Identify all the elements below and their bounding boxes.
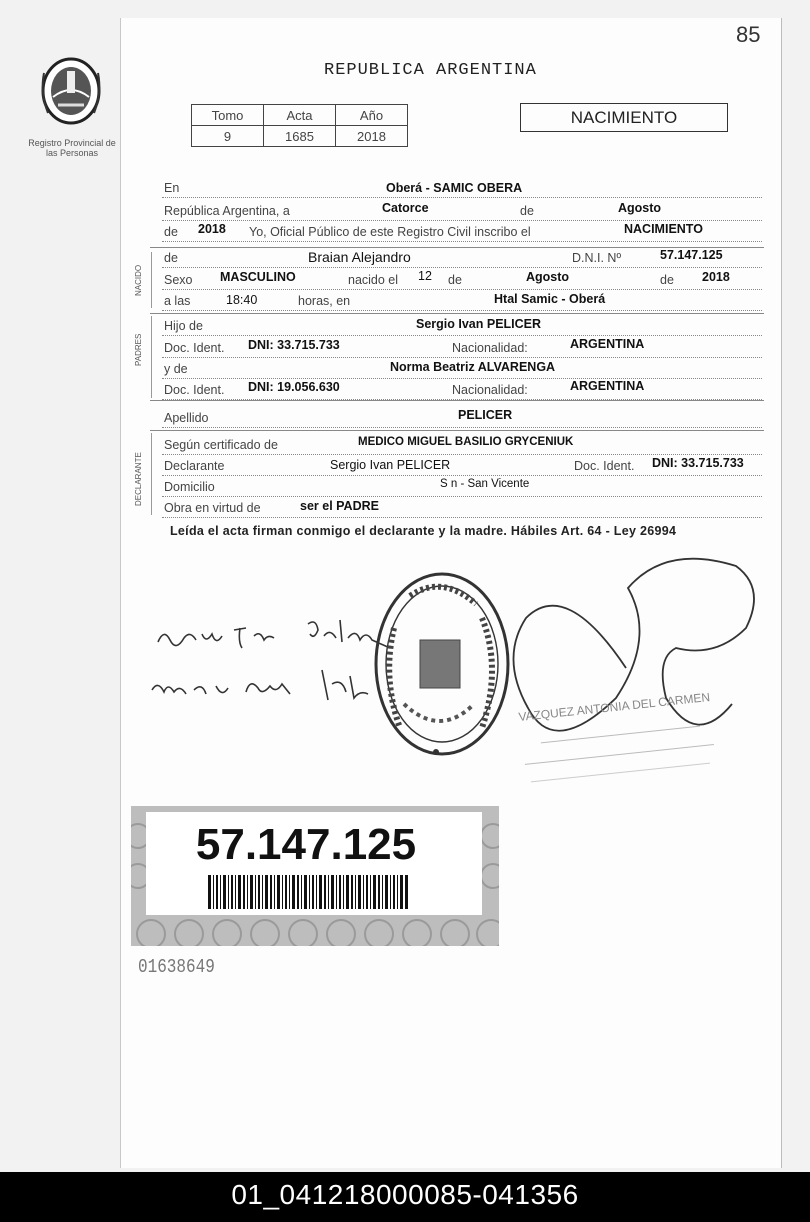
barcode-icon bbox=[208, 875, 408, 909]
mother-nat-label: Nacionalidad: bbox=[452, 383, 528, 397]
line-acts-as bbox=[162, 496, 762, 518]
de-label: de bbox=[520, 204, 534, 218]
father-doc-label: Doc. Ident. bbox=[164, 341, 225, 355]
section-divider bbox=[150, 430, 764, 431]
child-de-label: de bbox=[164, 251, 178, 265]
register-header-tomo: Tomo bbox=[192, 105, 264, 126]
child-sex: MASCULINO bbox=[220, 270, 296, 284]
line-surname bbox=[162, 406, 762, 428]
acts-label: Obra en virtud de bbox=[164, 501, 261, 515]
line-mother bbox=[162, 357, 762, 379]
line-address bbox=[162, 475, 762, 497]
certificate-label: Según certificado de bbox=[164, 438, 278, 452]
birth-time: 18:40 bbox=[226, 293, 258, 307]
mother-doc-label: Doc. Ident. bbox=[164, 383, 225, 397]
official-text: Yo, Oficial Público de este Registro Civil inscribo el bbox=[249, 225, 531, 239]
serial-number: 01638649 bbox=[138, 956, 215, 978]
line-mother-doc bbox=[162, 378, 762, 400]
provincial-seal-icon bbox=[36, 53, 106, 133]
dni-label: D.N.I. Nº bbox=[572, 251, 622, 265]
father-doc: DNI: 33.715.733 bbox=[248, 338, 340, 352]
declarant-name: Sergio Ivan PELICER bbox=[330, 458, 451, 472]
line-time-place bbox=[162, 289, 762, 311]
certificate-by: MEDICO MIGUEL BASILIO GRYCENIUK bbox=[358, 436, 574, 448]
register-header-anio: Año bbox=[336, 105, 408, 126]
closing-note: Leída el acta firman conmigo el declarante y la madre. Hábiles Art. 64 - Ley 26994 bbox=[170, 524, 677, 538]
line-certificate bbox=[162, 433, 762, 455]
de2-label: de bbox=[164, 225, 178, 239]
file-id-footer: 01_041218000085-041356 bbox=[0, 1172, 810, 1222]
republic-label: República Argentina, a bbox=[164, 204, 290, 218]
registration-day: Catorce bbox=[382, 201, 429, 215]
page-number: 85 bbox=[736, 22, 761, 47]
section-bar bbox=[151, 252, 152, 308]
section-divider bbox=[150, 400, 764, 401]
declarant-address: S n - San Vicente bbox=[440, 478, 530, 490]
section-label-declarante: DECLARANTE bbox=[134, 452, 143, 506]
handwritten-signatures bbox=[150, 600, 400, 720]
register-value-anio: 2018 bbox=[336, 126, 408, 147]
section-bar bbox=[151, 316, 152, 398]
and-label: y de bbox=[164, 362, 188, 376]
mother-doc: DNI: 19.056.630 bbox=[248, 380, 340, 394]
birth-place: Htal Samic - Oberá bbox=[494, 292, 606, 306]
declarant-doc-label: Doc. Ident. bbox=[574, 459, 635, 473]
child-dni: 57.147.125 bbox=[660, 248, 723, 262]
mother-name: Norma Beatriz ALVARENGA bbox=[390, 360, 556, 374]
section-label-padres: PADRES bbox=[134, 333, 143, 367]
declarant-role: ser el PADRE bbox=[300, 499, 379, 513]
hours-label: horas, en bbox=[298, 294, 351, 308]
surname-label: Apellido bbox=[164, 411, 209, 425]
office-label: Registro Provincial de las Personas bbox=[28, 138, 116, 158]
section-label-nacido: NACIDO bbox=[134, 264, 143, 296]
document-title: REPUBLICA ARGENTINA bbox=[324, 61, 537, 80]
father-nat-label: Nacionalidad: bbox=[452, 341, 528, 355]
registration-place: Oberá - SAMIC OBERA bbox=[386, 181, 523, 195]
line-declarant bbox=[162, 454, 762, 476]
en-label: En bbox=[164, 181, 180, 195]
sticker-dni-number: 57.147.125 bbox=[195, 820, 417, 869]
line-father bbox=[162, 314, 762, 336]
birth-month: Agosto bbox=[526, 270, 570, 284]
line-official bbox=[162, 220, 762, 242]
at-label: a las bbox=[164, 294, 191, 308]
line-child-name bbox=[162, 246, 762, 268]
father-name: Sergio Ivan PELICER bbox=[416, 317, 542, 331]
register-header-acta: Acta bbox=[264, 105, 336, 126]
son-of-label: Hijo de bbox=[164, 319, 203, 333]
inscribed-record-type: NACIMIENTO bbox=[624, 222, 703, 236]
line-father-doc bbox=[162, 336, 762, 358]
registration-month: Agosto bbox=[618, 201, 662, 215]
father-nationality: ARGENTINA bbox=[570, 337, 645, 351]
register-value-tomo: 9 bbox=[192, 126, 264, 147]
birth-year: 2018 bbox=[702, 270, 730, 284]
address-label: Domicilio bbox=[164, 480, 215, 494]
birth-de-label: de bbox=[448, 273, 462, 287]
surname: PELICER bbox=[458, 408, 513, 422]
line-place bbox=[162, 176, 762, 198]
birth-day: 12 bbox=[418, 269, 432, 283]
round-stamp bbox=[370, 568, 520, 768]
born-label: nacido el bbox=[348, 273, 399, 287]
line-sex-birth bbox=[162, 268, 762, 290]
register-value-acta: 1685 bbox=[264, 126, 336, 147]
declarant-doc: DNI: 33.715.733 bbox=[652, 456, 744, 470]
birth-de2-label: de bbox=[660, 273, 674, 287]
sex-label: Sexo bbox=[164, 273, 193, 287]
child-name: Braian Alejandro bbox=[308, 249, 411, 265]
line-date bbox=[162, 199, 762, 221]
register-table bbox=[191, 104, 408, 147]
section-bar bbox=[151, 433, 152, 515]
mother-nationality: ARGENTINA bbox=[570, 379, 645, 393]
declarant-label: Declarante bbox=[164, 459, 225, 473]
record-type-box: NACIMIENTO bbox=[520, 103, 728, 132]
registration-year: 2018 bbox=[198, 222, 226, 236]
official-stamp-name: VAZQUEZ ANTONIA DEL CARMEN bbox=[517, 689, 711, 725]
